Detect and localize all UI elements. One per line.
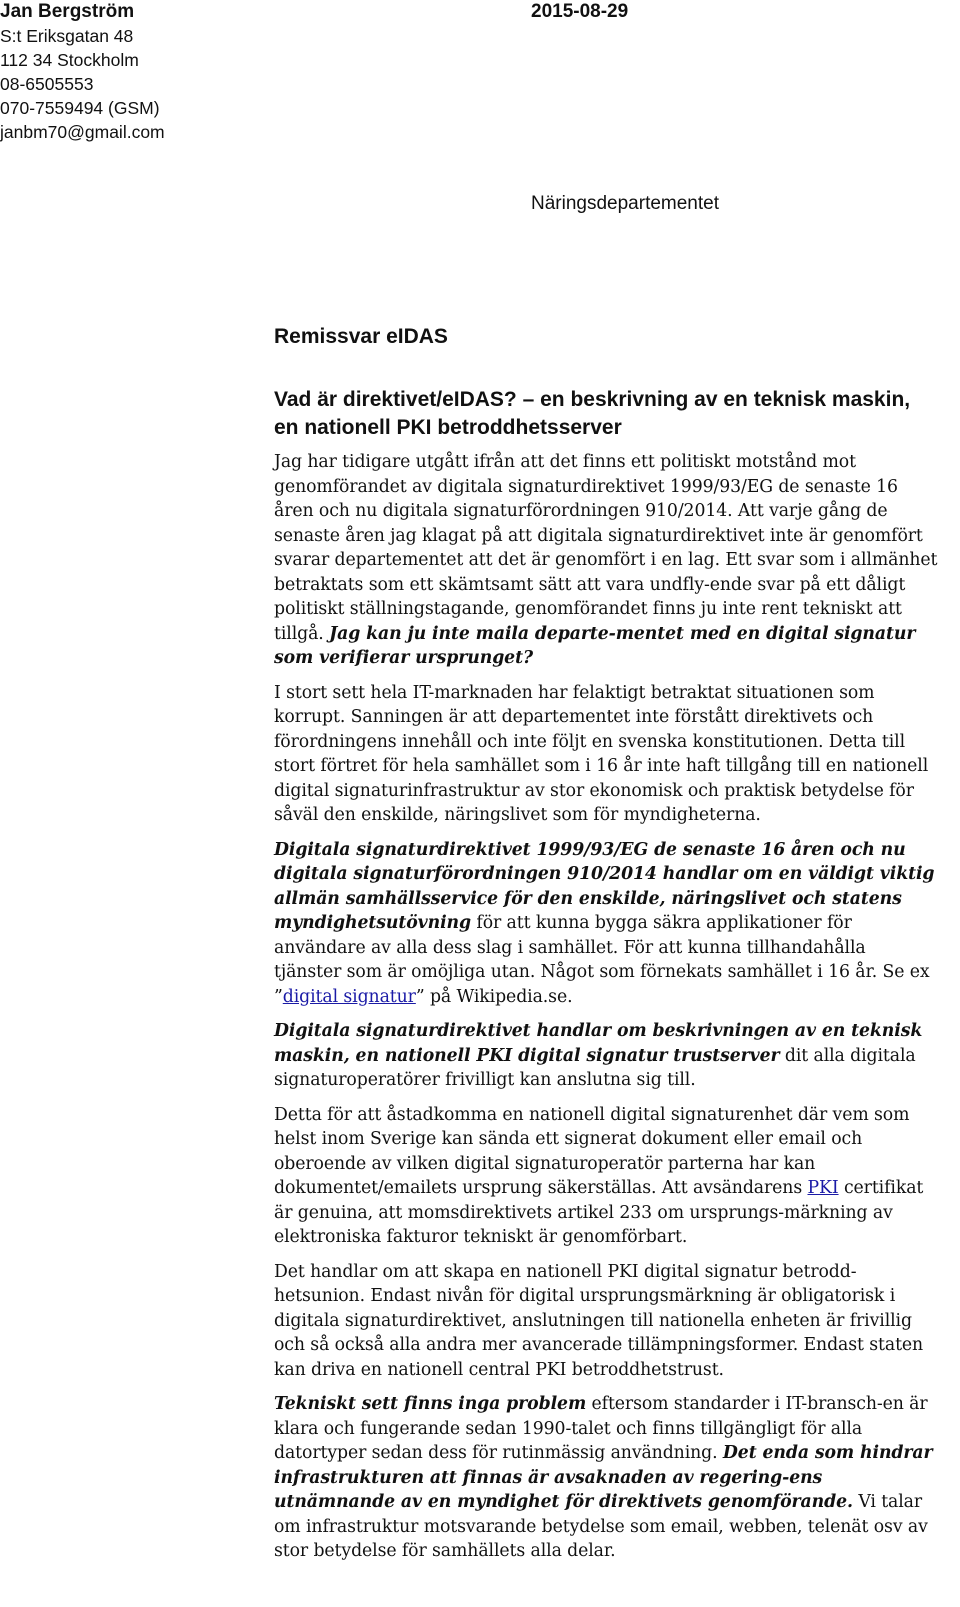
paragraph-3-text-end: ” på Wikipedia.se. — [415, 986, 573, 1007]
paragraph-7-emphasis-1: Tekniskt sett finns inga problem — [274, 1394, 587, 1414]
paragraph-3-emphasis: Digitala signaturdirektivet 1999/93/EG de senaste 16 åren och nu digitala signaturförordningen 910/2014 handlar om en väldigt viktig allmän samhällsservice för den enskilde, näringslivet och statens myndighetsutövning — [274, 839, 935, 933]
paragraph-3-text: för att kunna bygga säkra applikationer för användare av alla dess slag i samhället. För att kunna tillhandahålla tjänster som är omöjliga utan. Något som förnekats samhället i 16 år. Se ex ” — [274, 913, 930, 1007]
paragraph-3 — [274, 838, 938, 1010]
paragraph-7-emphasis-2: Det enda som hindrar infrastrukturen att finnas är avsaknaden av regering-ens utnämnande av en myndighet för direktivets genomförande. — [274, 1443, 933, 1512]
letter-body — [274, 450, 938, 1574]
sender-phone: 08-6505553 — [0, 74, 94, 94]
paragraph-5 — [274, 1103, 938, 1250]
digital-signatur-link[interactable]: digital signatur — [282, 986, 416, 1007]
paragraph-4 — [274, 1019, 938, 1093]
sender-city: 112 34 Stockholm — [0, 50, 139, 70]
sender-address-block — [0, 0, 165, 144]
paragraph-5-text: Detta för att åstadkomma en nationell digital signaturenhet där vem som helst inom Sverige kan sända ett signerat dokument eller email och oberoende av vilken digital signaturoperatör parterna har kan dokumentet/emailets ursprung säkerställas. Att avsändarens — [274, 1104, 910, 1198]
paragraph-1-text: Jag har tidigare utgått ifrån att det finns ett politiskt motstånd mot genomförandet av digitala signaturdirektivet 1999/93/EG de senaste 16 åren och nu digitala signaturförordningen 910/2014. Att varje gång de senaste åren jag klagat på att digitala signaturdirektivet inte är genomfört svarar departementet att det är genomfört i en lag. Ett svar som i allmänhet betraktats som ett skämtsamt sätt att vara undfly-ende svar på ett dåligt politiskt ställningstagande, genomförandet finns ju inte rent tekniskt att tillgå. — [274, 452, 938, 644]
paragraph-2: I stort sett hela IT-marknaden har felaktigt betraktat situationen som korrupt. Sanningen är att departementet inte förstått direktivets och förordningens innehåll och inte följt en svenska konstitutionen. Detta till stort förtret för hela samhället som i 16 år inte haft tillgång till en nationell digital signaturinfrastruktur av stor ekonomisk och praktisk betydelse för såväl den enskilde, näringslivet som för myndigheterna. — [274, 682, 929, 825]
paragraph-1-emphasis: Jag kan ju inte maila departe-mentet med en digital signatur som verifierar ursprunget? — [274, 623, 916, 668]
paragraph-5-text-end: certifikat är genuina, att momsdirektivets artikel 233 om ursprungs-märkning av elektroniska fakturor tekniskt är genomförbart. — [274, 1178, 924, 1247]
paragraph-7 — [274, 1392, 938, 1564]
sender-name: Jan Bergström — [0, 1, 135, 22]
paragraph-7-text-2: Vi talar om infrastruktur motsvarande betydelse som email, webben, telenät osv av stor betydelse för samhällets alla delar. — [274, 1492, 928, 1561]
letter-date: 2015-08-29 — [531, 1, 629, 22]
document-title: Remissvar eIDAS — [274, 325, 448, 348]
pki-link[interactable]: PKI — [807, 1178, 839, 1198]
paragraph-1 — [274, 450, 938, 671]
paragraph-4-emphasis: Digitala signaturdirektivet handlar om beskrivningen av en teknisk maskin, en nationell PKI digital signatur trustserver — [274, 1021, 923, 1066]
paragraph-7-text-1: eftersom standarder i IT-bransch-en är klara och fungerande sedan 1990-talet och finns tillgängligt för alla datortyper sedan dess för rutinmässig användning. — [274, 1394, 928, 1463]
paragraph-4-text: dit alla digitala signaturoperatörer frivilligt kan anslutna sig till. — [274, 1045, 916, 1090]
sender-street: S:t Eriksgatan 48 — [0, 26, 134, 46]
sender-mobile: 070-7559494 (GSM) — [0, 98, 160, 118]
section-heading: Vad är direktivet/eIDAS? – en beskrivning av en teknisk maskin, en nationell PKI betroddhetsserver — [274, 388, 911, 439]
sender-email: janbm70@gmail.com — [0, 122, 165, 142]
recipient: Näringsdepartementet — [531, 193, 719, 214]
paragraph-6: Det handlar om att skapa en nationell PKI digital signatur betrodd-hetsunion. Endast nivån för digital ursprungsmärkning är obligatorisk i digitala signaturdirektivet, anslutningen till nationella enheten är frivillig och så också alla andra mer avancerade tillämpningsformer. Endast staten kan driva en nationell central PKI betroddhetstrust. — [274, 1261, 924, 1380]
